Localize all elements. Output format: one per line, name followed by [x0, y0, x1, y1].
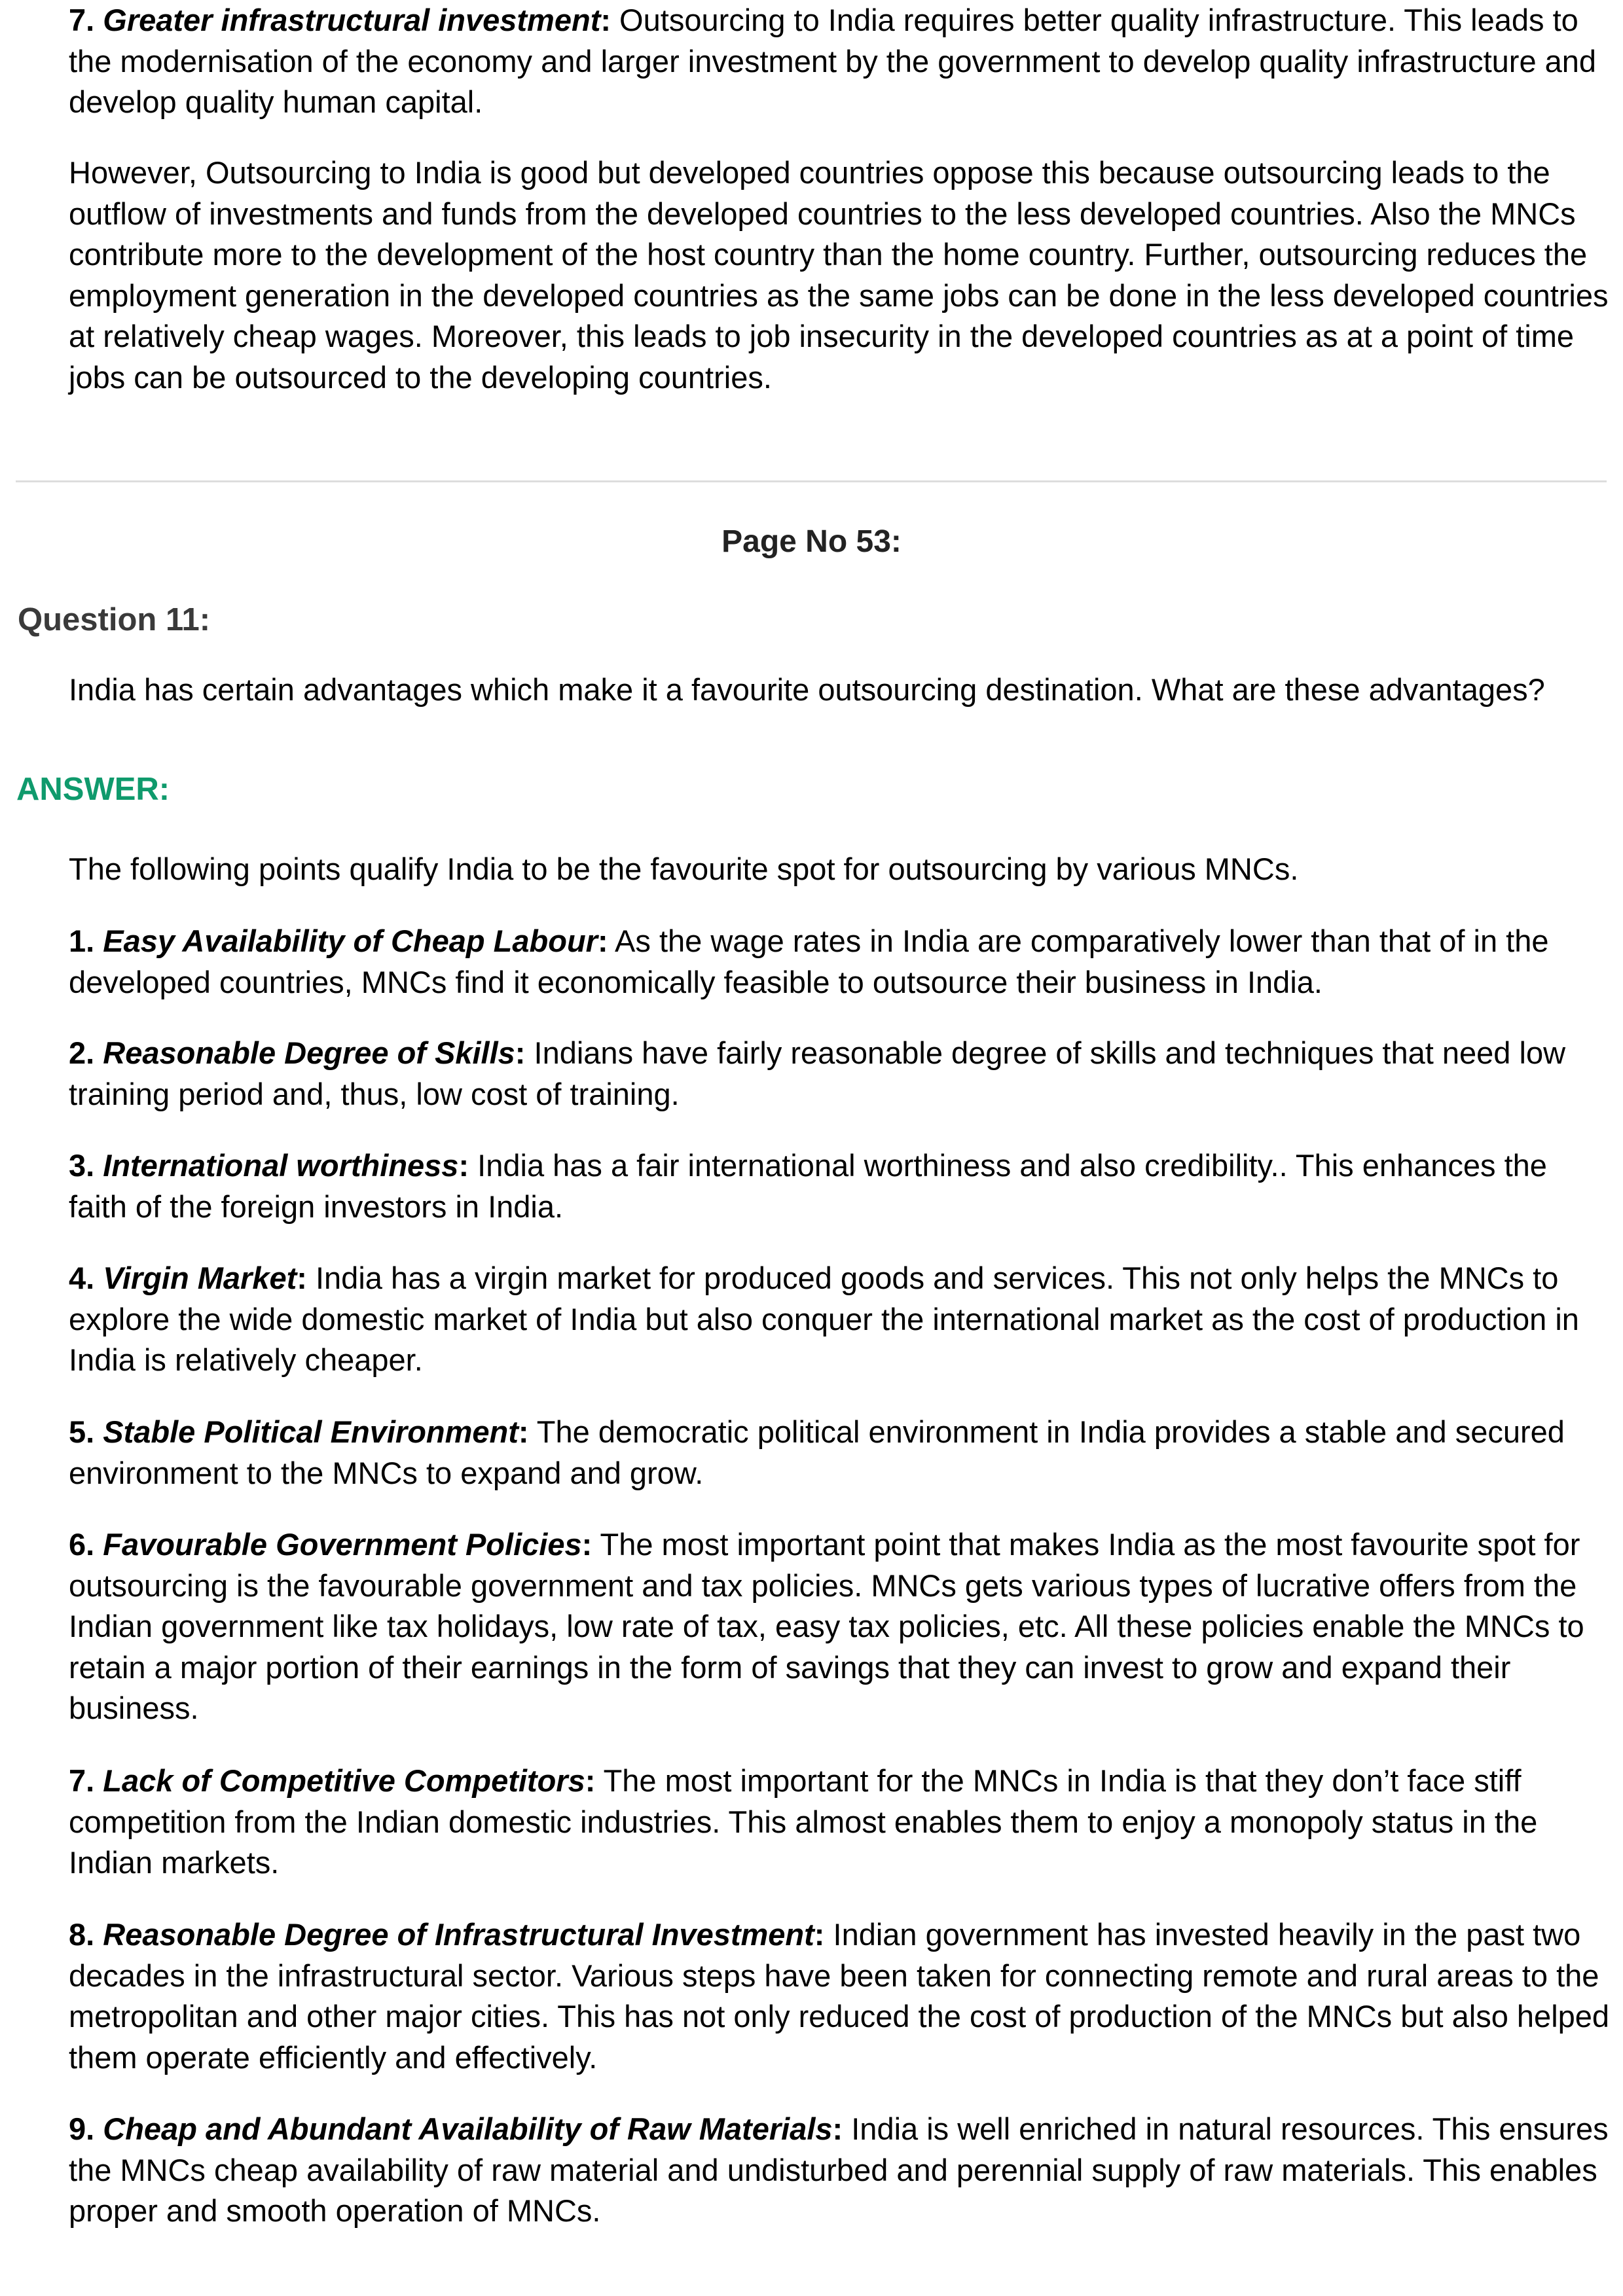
point-line: decades in the infrastructural sector. Various steps have been taken for connecting remote and rural areas to the [69, 1958, 1599, 1993]
paragraph-line: However, Outsourcing to India is good but developed countries oppose this because outsourcing leads to the [69, 155, 1550, 190]
point-line: competition from the Indian domestic industries. This almost enables them to enjoy a monopoly status in the [69, 1804, 1538, 1839]
section-divider [16, 480, 1607, 482]
answer-label: ANSWER: [16, 772, 170, 807]
point-colon: : [518, 1414, 529, 1449]
point-number: 4. [69, 1261, 95, 1295]
point-first-line [69, 1258, 1614, 1299]
point-text: As the wage rates in India are comparatively lower than that of in the [608, 924, 1549, 958]
point-colon: : [515, 1035, 526, 1070]
question-label: Question 11: [18, 602, 211, 637]
point-colon: : [585, 1763, 596, 1798]
point-line: them operate efficiently and effectively. [69, 2039, 598, 2075]
point-title: Cheap and Abundant Availability of Raw Materials [103, 2111, 833, 2146]
point-line: metropolitan and other major cities. This has not only reduced the cost of production of the MNCs but also helped [69, 1999, 1610, 2034]
answer-point [69, 1258, 1614, 1381]
point-first-line [69, 1914, 1614, 1956]
point-line: proper and smooth operation of MNCs. [69, 2193, 601, 2228]
point-text: Outsourcing to India requires better quality infrastructure. This leads to [611, 3, 1578, 37]
point-title: Reasonable Degree of Infrastructural Investment [103, 1917, 814, 1952]
point-line: explore the wide domestic market of India but also conquer the international market as the cost of production in [69, 1301, 1579, 1336]
point-title: Greater infrastructural investment [103, 3, 601, 37]
point-number: 3. [69, 1148, 95, 1183]
answer-point [69, 1524, 1614, 1729]
point-title: Stable Political Environment [103, 1414, 519, 1449]
paragraph-line: outflow of investments and funds from the developed countries to the less developed countries. Also the MNCs [69, 196, 1576, 231]
point-line: retain a major portion of their earnings in the form of savings that they can invest to grow and expand their [69, 1649, 1511, 1685]
point-number: 2. [69, 1035, 95, 1070]
point-text: The most important for the MNCs in India is that they don’t face stiff [595, 1763, 1522, 1798]
point-title: Easy Availability of Cheap Labour [103, 924, 598, 958]
answer-point [69, 1145, 1614, 1227]
point-colon: : [814, 1917, 825, 1952]
point-line: outsourcing is the favourable government and tax policies. MNCs gets various types of lucrative offers from the [69, 1568, 1577, 1603]
point-line: the modernisation of the economy and larger investment by the government to develop quality infrastructure and [69, 43, 1597, 79]
point-line: Indian markets. [69, 1845, 280, 1880]
intro-point-7 [69, 0, 1614, 123]
paragraph-line: contribute more to the development of the host country than the home country. Further, outsourcing reduces the [69, 237, 1588, 272]
answer-point [69, 2109, 1614, 2232]
point-colon: : [597, 924, 608, 958]
page-heading: Page No 53: [721, 524, 902, 559]
point-line: Indian government like tax holidays, low rate of tax, easy tax policies, etc. All these policies enable the MNCs to [69, 1609, 1584, 1643]
answer-intro: The following points qualify India to be the favourite spot for outsourcing by various MNCs. [69, 852, 1299, 886]
point-text: The democratic political environment in India provides a stable and secured [528, 1414, 1565, 1449]
point-first-line [69, 1033, 1614, 1074]
point-title: Lack of Competitive Competitors [103, 1763, 585, 1798]
point-number: 8. [69, 1917, 95, 1952]
point-line: training period and, thus, low cost of training. [69, 1076, 680, 1111]
paragraph-line: at relatively cheap wages. Moreover, this leads to job insecurity in the developed countries as at a point of time [69, 319, 1575, 353]
paragraph-line: employment generation in the developed countries as the same jobs can be done in the less developed countries [69, 278, 1609, 313]
point-title: Favourable Government Policies [103, 1527, 582, 1562]
point-colon: : [458, 1148, 469, 1183]
point-line: India is relatively cheaper. [69, 1342, 423, 1377]
point-text: India is well enriched in natural resources. This ensures [843, 2111, 1609, 2146]
point-line: faith of the foreign investors in India. [69, 1189, 564, 1224]
answer-intro-block [69, 849, 1614, 890]
answer-point [69, 1914, 1614, 2078]
point-number: 1. [69, 924, 95, 958]
point-number: 7. [69, 3, 95, 37]
point-text: India has a fair international worthiness and also credibility.. This enhances the [469, 1148, 1547, 1183]
point-first-line [69, 0, 1614, 41]
point-first-line [69, 1145, 1614, 1187]
point-line: business. [69, 1691, 199, 1725]
point-text: The most important point that makes India as the most favourite spot for [592, 1527, 1580, 1562]
question-text: India has certain advantages which make it a favourite outsourcing destination. What are these advantages? [69, 672, 1545, 707]
point-line: developed countries, MNCs find it economically feasible to outsource their business in India. [69, 964, 1322, 999]
point-number: 7. [69, 1763, 95, 1798]
answer-point [69, 1033, 1614, 1115]
point-first-line [69, 2109, 1614, 2150]
point-first-line [69, 1761, 1614, 1802]
point-colon: : [832, 2111, 843, 2146]
point-title: International worthiness [103, 1148, 459, 1183]
answer-point [69, 1412, 1614, 1494]
point-first-line [69, 921, 1614, 962]
point-text: Indian government has invested heavily in the past two [824, 1917, 1581, 1952]
point-title: Virgin Market [103, 1261, 297, 1295]
point-colon: : [297, 1261, 307, 1295]
point-first-line [69, 1412, 1614, 1453]
point-first-line [69, 1524, 1614, 1566]
point-line: the MNCs cheap availability of raw material and undisturbed and perennial supply of raw materials. This enables [69, 2152, 1597, 2187]
however-paragraph [69, 152, 1614, 398]
point-number: 9. [69, 2111, 95, 2146]
question-text-block [69, 670, 1614, 711]
point-number: 6. [69, 1527, 95, 1562]
point-title: Reasonable Degree of Skills [103, 1035, 515, 1070]
answer-point [69, 1761, 1614, 1884]
point-colon: : [600, 3, 611, 37]
paragraph-line: jobs can be outsourced to the developing countries. [69, 359, 772, 395]
answer-point [69, 921, 1614, 1003]
point-colon: : [581, 1527, 593, 1562]
point-text: India has a virgin market for produced goods and services. This not only helps the MNCs to [306, 1261, 1559, 1295]
point-text: Indians have fairly reasonable degree of skills and techniques that need low [525, 1035, 1566, 1070]
point-line: develop quality human capital. [69, 84, 483, 119]
point-number: 5. [69, 1414, 95, 1449]
point-line: environment to the MNCs to expand and grow. [69, 1455, 704, 1490]
